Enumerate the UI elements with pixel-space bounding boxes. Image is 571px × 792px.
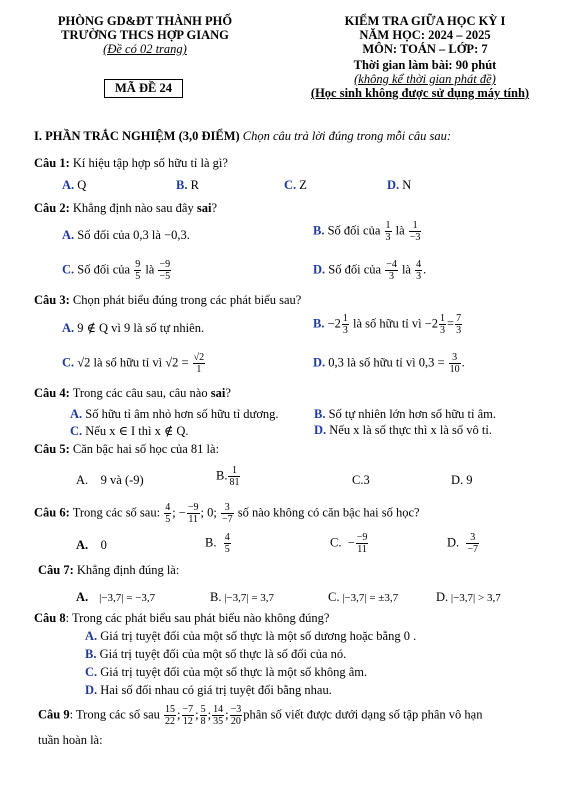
q4-option-d: D. Nếu x là số thực thì x là số vô tỉ. — [314, 423, 492, 437]
q3-option-a: A. 9 ∉ Q vì 9 là số tự nhiên. — [62, 321, 205, 335]
duration-note: (không kể thời gian phát đề) — [354, 72, 496, 86]
q1-option-c: C. Z — [284, 178, 307, 192]
question-3: Câu 3: Chọn phát biểu đúng trong các phát biểu sau? — [34, 293, 302, 307]
question-4: Câu 4: Trong các câu sau, câu nào sai? — [34, 386, 231, 400]
q6-option-b: B. $\frac{4}{5}$ — [205, 532, 230, 555]
q7-option-d: D. |−3,7| > 3,7 — [436, 590, 501, 604]
question-2: Câu 2: Khẳng định nào sau đây sai? — [34, 201, 217, 215]
section-instruction: Chọn câu trả lời đúng trong mỗi câu sau: — [242, 129, 452, 143]
q5-option-c: C.3 — [352, 473, 370, 487]
question-label: Câu 1: — [34, 156, 70, 170]
q2-option-b: B. Số đối của $\frac{1}{3}$ là $\frac{1}{-3}$ — [313, 220, 421, 243]
school-name: TRƯỜNG THCS HỢP GIANG — [61, 28, 229, 42]
q3-option-c: C. √2 là số hữu tỉ vì √2 = $\frac{√2}{1}$ — [62, 352, 205, 375]
exam-title: KIỂM TRA GIỮA HỌC KỲ I — [344, 14, 506, 28]
q3-option-b: B. −2 $\frac{1}{3}$ là số hữu tỉ vì −2 $\frac{1}{3}$ = $\frac{7}{3}$ — [313, 313, 462, 336]
q3-option-d: D. 0,3 là số hữu tỉ vì 0,3 = $\frac{3}{10}$ . — [313, 352, 465, 375]
q1-option-a: A. Q — [62, 178, 87, 192]
section-title: I. PHẦN TRẮC NGHIỆM (3,0 ĐIỂM) — [34, 129, 240, 143]
q2-option-a: A. Số đối của 0,3 là −0,3. — [62, 228, 190, 242]
question-7: Câu 7: Khẳng định đúng là: — [38, 563, 180, 577]
duration: Thời gian làm bài: 90 phút — [353, 58, 497, 72]
school-year: NĂM HỌC: 2024 – 2025 — [359, 28, 491, 42]
question-1 — [34, 156, 228, 171]
exam-code-box: MÃ ĐỀ 24 — [104, 79, 183, 98]
q4-option-c: C. Nếu x ∈ I thì x ∉ Q. — [70, 424, 189, 438]
question-9: Câu 9: Trong các số sau $\frac{15}{22}$ ; $\frac{-7}{12}$ ; $\frac{5}{8}$ ; $\frac{14}{35}$ ; $\frac{-3}{20}$ phân số viết được dưới dạng số tập phân vô hạn — [38, 704, 483, 727]
q8-option-d: D. Hai số đối nhau có giá trị tuyệt đối bằng nhau. — [85, 683, 332, 697]
q5-option-d: D. 9 — [451, 473, 473, 487]
q7-option-a: A. |−3,7| = −3,7 — [76, 590, 156, 604]
q7-option-b: B. |−3,7| = 3,7 — [210, 590, 275, 604]
question-9-continued: tuần hoàn là: — [38, 733, 103, 747]
q8-option-c: C. Giá trị tuyệt đối của một số thực là một số không âm. — [85, 665, 368, 679]
question-text: Kí hiệu tập hợp số hữu tỉ là gì? — [72, 156, 228, 170]
q2-option-c: C. Số đối của $\frac{9}{5}$ là $\frac{-9}{-5}$ — [62, 259, 171, 282]
dept-name: PHÒNG GD&ĐT THÀNH PHỐ — [57, 14, 233, 28]
q8-option-b: B. Giá trị tuyệt đối của một số thực là số đối của nó. — [85, 647, 347, 661]
q1-option-b: B. R — [176, 178, 199, 192]
q6-option-c: C. − $\frac{-9}{11}$ — [330, 532, 368, 555]
calculator-note: (Học sinh không được sử dụng máy tính) — [310, 86, 530, 100]
q2-option-d: D. Số đối của $\frac{-4}{3}$ là $\frac{4}{3}$ . — [313, 259, 427, 282]
q8-option-a: A. Giá trị tuyệt đối của một số thực là một số dương hoặc bằng 0 . — [85, 629, 417, 643]
q4-option-b: B. Số tự nhiên lớn hơn số hữu tỉ âm. — [314, 407, 496, 421]
q6-option-d: D. $\frac{3}{-7}$ — [447, 532, 479, 555]
section-heading — [34, 129, 451, 144]
q5-option-b: B. $\frac{1}{81}$ — [216, 465, 240, 488]
q4-option-a: A. Số hữu tỉ âm nhỏ hơn số hữu tỉ dương. — [70, 407, 279, 421]
q5-option-a: A. 9 và (-9) — [76, 473, 144, 487]
q6-option-a: A. 0 — [76, 538, 107, 552]
subject-grade: MÔN: TOÁN – LỚP: 7 — [362, 42, 488, 56]
question-5: Câu 5: Căn bậc hai số học của 81 là: — [34, 442, 220, 456]
page-count-note: (Đề có 02 trang) — [103, 42, 187, 56]
question-6: Câu 6: Trong các số sau: $\frac{4}{5}$ ; − $\frac{-9}{11}$ ; 0; $\frac{3}{-7}$ số nào không có căn bậc hai số học? — [34, 502, 420, 525]
q1-option-d: D. N — [387, 178, 412, 192]
question-8: Câu 8: Trong các phát biểu sau phát biểu nào không đúng? — [34, 611, 330, 625]
q7-option-c: C. |−3,7| = ±3,7 — [328, 590, 399, 604]
